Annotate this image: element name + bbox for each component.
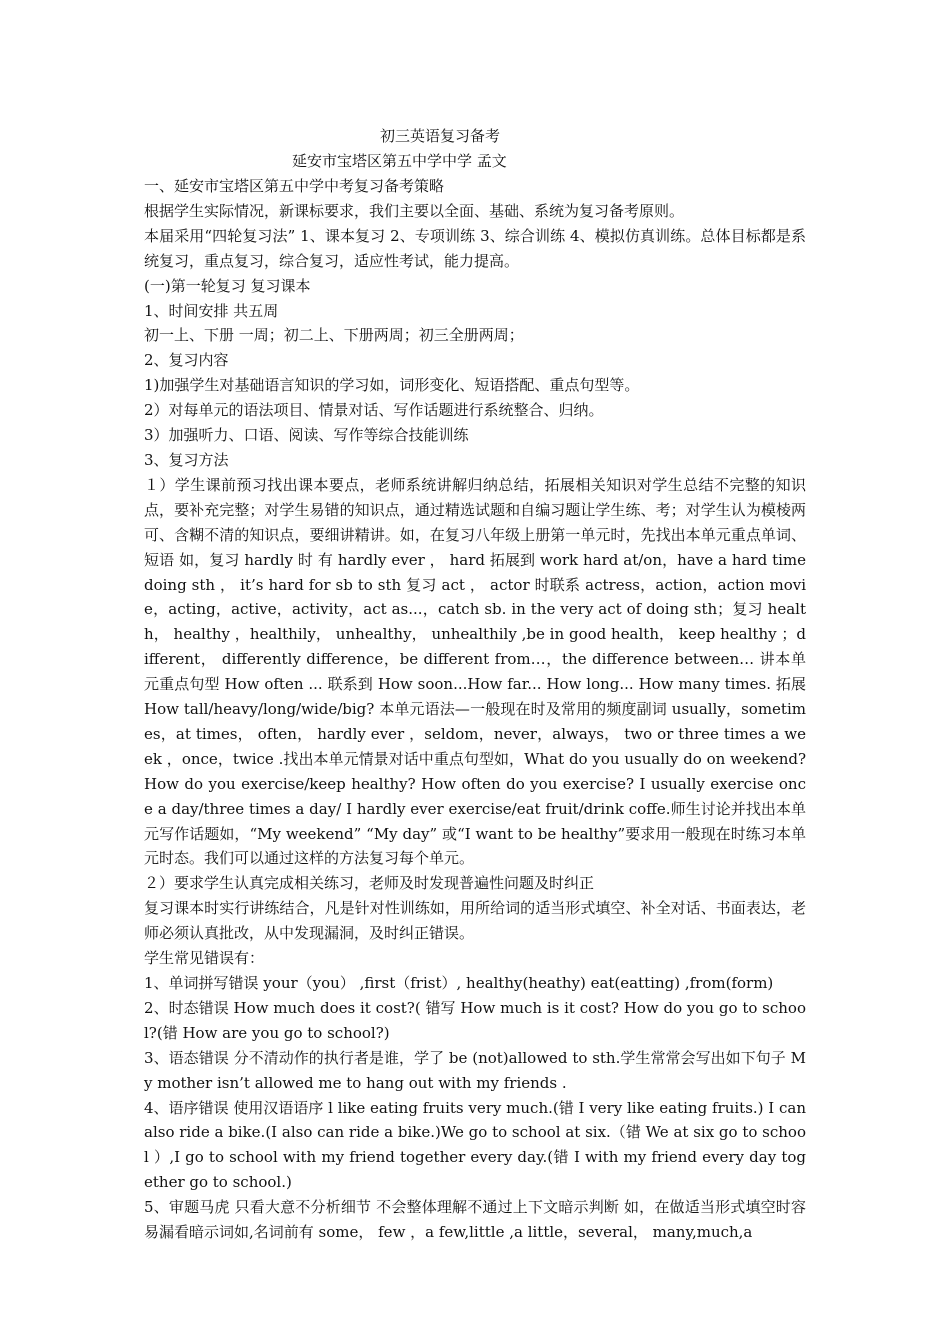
author-line: 延安市宝塔区第五中学中学 孟文 — [292, 152, 507, 170]
paragraph: ２）要求学生认真完成相关练习，老师及时发现普遍性问题及时纠正 — [144, 874, 595, 893]
list-item: 2、时态错误 How much does it cost?( 错写 How much is it cost? How do you go to school?(错 How are you go to school?) — [144, 998, 806, 1042]
document-body — [144, 174, 806, 1245]
list-item: 1、单词拼写错误 your（you） ,first（frist）, healthy(heathy) eat(eatting) ,from(form) — [144, 974, 774, 992]
section-heading: 一、延安市宝塔区第五中学中考复习备考策略 — [144, 177, 445, 195]
paragraph: 学生常见错误有： — [144, 949, 265, 968]
subsection-heading: (一)第一轮复习 复习课本 — [144, 276, 311, 295]
document-title: 初三英语复习备考 — [380, 127, 501, 145]
list-item: 3）加强听力、口语、阅读、写作等综合技能训练 — [144, 426, 469, 445]
paragraph: 根据学生实际情况，新课标要求，我们主要以全面、基础、系统为复习备考原则。 — [144, 201, 685, 220]
list-heading: 2、复习内容 — [144, 351, 229, 370]
paragraph: 复习课本时实行讲练结合，凡是针对性训练如，用所给词的适当形式填空、补全对话、书面表达，老师必须认真批改，从中发现漏洞，及时纠正错误。 — [144, 899, 806, 943]
list-item: 4、语序错误 使用汉语语序 l like eating fruits very much.(错 I very like eating fruits.) I can also ride a bike.(I also can ride a bike.)We go to school at six.（错 We at six go to school ）,I go to school with my friend together every day.(错 I with my friend every day together go to school.) — [144, 1098, 806, 1192]
list-heading: 1、时间安排 共五周 — [144, 301, 279, 320]
list-heading: 3、复习方法 — [144, 450, 229, 469]
document-header — [0, 124, 950, 174]
paragraph: 本届采用“四轮复习法” 1、课本复习 2、专项训练 3、综合训练 4、模拟仿真训练。总体目标都是系统复习，重点复习，综合复习，适应性考试，能力提高。 — [144, 226, 806, 270]
list-item: 1)加强学生对基础语言知识的学习如，词形变化、短语搭配、重点句型等。 — [144, 376, 640, 395]
list-item: 3、语态错误 分不清动作的执行者是谁，学了 be (not)allowed to sth.学生常常会写出如下句子 My mother isn’t allowed me to hang out with my friends . — [144, 1048, 806, 1092]
list-item: 5、审题马虎 只看大意不分析细节 不会整体理解不通过上下文暗示判断 如，在做适当形式填空时容易漏看暗示词如,名词前有 some， few ，a few,little ,a little，several， many,much,a — [144, 1198, 806, 1242]
paragraph: １）学生课前预习找出课本要点，老师系统讲解归纳总结，拓展相关知识对学生总结不完整的知识点，要补充完整；对学生易错的知识点，通过精选试题和自编习题让学生练、考；对学生认为模棱两可、含糊不清的知识点，要细讲精讲。如，在复习八年级上册第一单元时，先找出本单元重点单词、短语 如，复习 hardly 时 有 hardly ever ， hard 拓展到 work hard at/on，have a hard time doing sth ， it’s hard for sb to sth 复习 act ， actor 时联系 actress，action，action movie，acting，active，activity，act as...，catch sb. in the very act of doing sth；复习 health， healthy ，healthily， unhealthy， unhealthily ,be in good health， keep healthy ；different， differently difference，be different from…，the difference between… 讲本单元重点句型 How often ... 联系到 How soon...How far... How long... How many times. 拓展 How tall/heavy/long/wide/big? 本单元语法—一般现在时及常用的频度副词 usually，sometimes，at times， often， hardly ever ，seldom，never，always， two or three times a week ，once，twice .找出本单元情景对话中重点句型如，What do you usually do on weekend? How do you exercise/keep healthy? How often do you exercise? I usually exercise once a day/three times a day/ I hardly ever exercise/eat fruit/drink coffe.师生讨论并找出本单元写作话题如，“My weekend” “My day” 或“I want to be healthy”要求用一般现在时练习本单元时态。我们可以通过这样的方法复习每个单元。 — [144, 475, 806, 868]
list-item: 2）对每单元的语法项目、情景对话、写作话题进行系统整合、归纳。 — [144, 401, 604, 420]
paragraph: 初一上、下册 一周；初二上、下册两周；初三全册两周； — [144, 326, 524, 345]
